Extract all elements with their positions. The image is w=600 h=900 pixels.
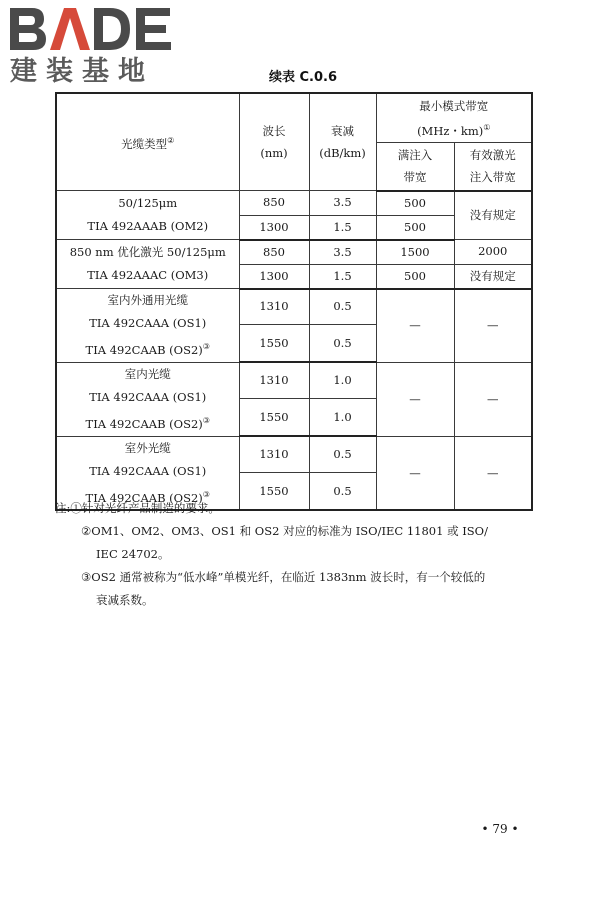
header-bandwidth: 最小模式带宽 (MHz・km)① bbox=[376, 93, 532, 143]
overfilled-cell: — bbox=[376, 289, 454, 363]
overfilled-cell: — bbox=[376, 436, 454, 510]
header-row-1 bbox=[56, 93, 532, 143]
wavelength-cell: 1300 bbox=[239, 264, 309, 289]
table-notes bbox=[55, 497, 535, 612]
header-cable-type-note: ② bbox=[167, 135, 175, 145]
laser-cell: — bbox=[454, 362, 532, 436]
attenuation-cell: 0.5 bbox=[309, 289, 376, 325]
header-overfilled-bandwidth: 满注入 带宽 bbox=[376, 143, 454, 191]
overfilled-cell: 500 bbox=[376, 215, 454, 240]
laser-cell: 没有规定 bbox=[454, 264, 532, 289]
laser-cell: 没有规定 bbox=[454, 191, 532, 240]
note-1: 注:①针对光纤产品制造的要求。 bbox=[55, 501, 220, 515]
wavelength-cell: 850 bbox=[239, 240, 309, 265]
table-row bbox=[56, 362, 532, 398]
attenuation-cell: 1.0 bbox=[309, 399, 376, 436]
overfilled-cell: 1500 bbox=[376, 240, 454, 265]
header-bandwidth-note: ① bbox=[483, 122, 491, 132]
attenuation-cell: 0.5 bbox=[309, 325, 376, 362]
laser-cell: — bbox=[454, 289, 532, 363]
note-2-cont: IEC 24702。 bbox=[96, 547, 170, 561]
table-row bbox=[56, 289, 532, 325]
overfilled-cell: 500 bbox=[376, 264, 454, 289]
wavelength-cell: 1310 bbox=[239, 289, 309, 325]
attenuation-cell: 0.5 bbox=[309, 473, 376, 511]
wavelength-cell: 1310 bbox=[239, 436, 309, 473]
attenuation-cell: 0.5 bbox=[309, 436, 376, 473]
cable-type-indoor: 室内光缆 TIA 492CAAA (OS1) TIA 492CAAB (OS2)③ bbox=[56, 362, 239, 436]
overfilled-cell: — bbox=[376, 362, 454, 436]
cable-type-outdoor: 室外光缆 TIA 492CAAA (OS1) TIA 492CAAB (OS2)③ bbox=[56, 436, 239, 510]
attenuation-cell: 1.5 bbox=[309, 215, 376, 240]
overfilled-cell: 500 bbox=[376, 191, 454, 216]
table-row bbox=[56, 436, 532, 473]
header-wavelength: 波长 (nm) bbox=[239, 93, 309, 191]
bade-logo-letters bbox=[6, 4, 176, 54]
laser-cell: 2000 bbox=[454, 240, 532, 265]
note-3: ③OS2 通常被称为“低水峰”单模光纤，在临近 1383nm 波长时，有一个较低的 bbox=[81, 570, 486, 584]
laser-cell: — bbox=[454, 436, 532, 510]
wavelength-cell: 1550 bbox=[239, 473, 309, 511]
table-row bbox=[56, 191, 532, 216]
attenuation-cell: 1.0 bbox=[309, 362, 376, 398]
note-2: ②OM1、OM2、OM3、OS1 和 OS2 对应的标准为 ISO/IEC 11801 或 ISO/ bbox=[81, 524, 488, 538]
table-title: 续表 C.0.6 bbox=[268, 70, 338, 85]
wavelength-cell: 1310 bbox=[239, 362, 309, 398]
wavelength-cell: 850 bbox=[239, 191, 309, 216]
attenuation-cell: 1.5 bbox=[309, 264, 376, 289]
wavelength-cell: 1550 bbox=[239, 399, 309, 436]
fiber-spec-table bbox=[55, 92, 533, 511]
cable-type-indoor-outdoor: 室内外通用光缆 TIA 492CAAA (OS1) TIA 492CAAB (OS2)③ bbox=[56, 289, 239, 363]
logo-chinese-text: 建装基地 bbox=[10, 56, 154, 87]
table-row bbox=[56, 240, 532, 265]
note-3-cont: 衰减系数。 bbox=[96, 593, 154, 607]
wavelength-cell: 1550 bbox=[239, 325, 309, 362]
attenuation-cell: 3.5 bbox=[309, 240, 376, 265]
cable-type-om3: 850 nm 优化激光 50/125μm TIA 492AAAC (OM3) bbox=[56, 240, 239, 289]
header-laser-bandwidth: 有效激光 注入带宽 bbox=[454, 143, 532, 191]
header-attenuation: 衰减 (dB/km) bbox=[309, 93, 376, 191]
attenuation-cell: 3.5 bbox=[309, 191, 376, 216]
page-number: • 79 • bbox=[481, 822, 519, 836]
wavelength-cell: 1300 bbox=[239, 215, 309, 240]
bade-logo bbox=[6, 4, 176, 88]
header-cable-type: 光缆类型② bbox=[56, 93, 239, 191]
cable-type-om2: 50/125μm TIA 492AAAB (OM2) bbox=[56, 191, 239, 240]
